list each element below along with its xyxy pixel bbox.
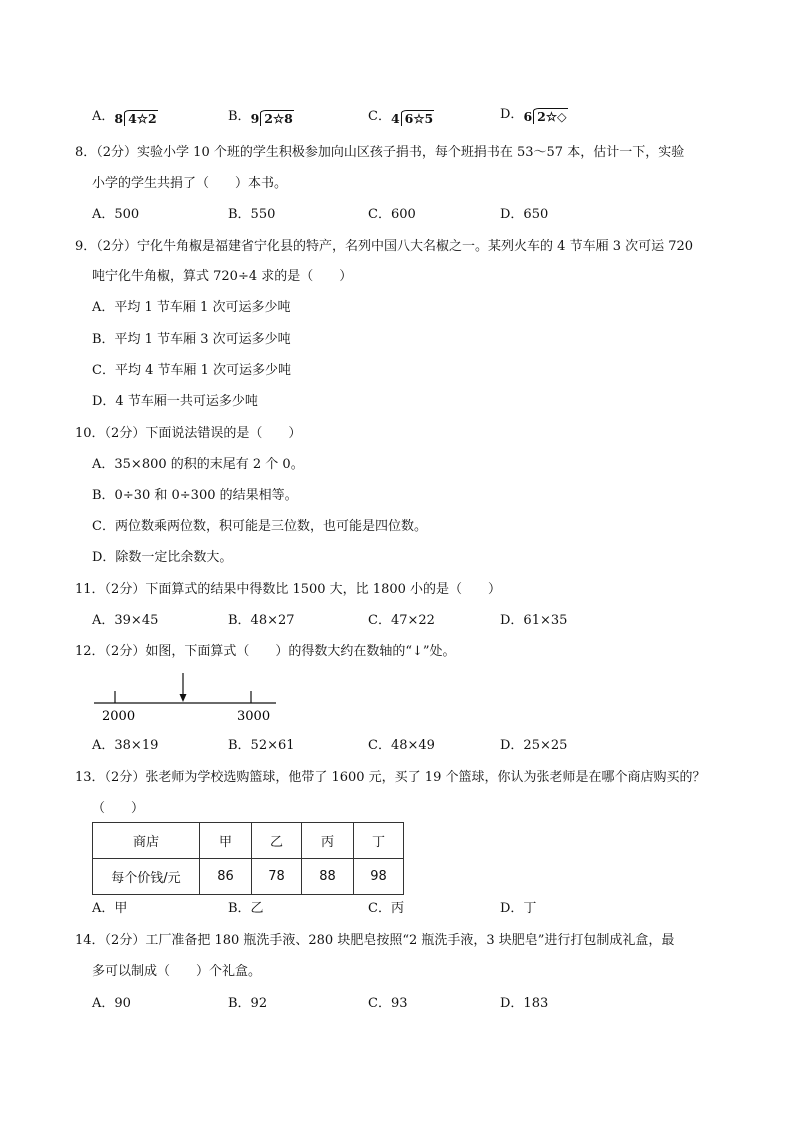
table-row [93,859,404,895]
q13-option-d[interactable]: D．丁 [500,901,537,916]
q14-option-a[interactable]: A．90 [92,996,131,1011]
q14-option-d[interactable]: D．183 [500,996,549,1011]
table-cell: 78 [252,859,302,895]
table-cell: 98 [354,859,404,895]
q8-option-a[interactable]: A．500 [92,207,140,222]
q13-stem-line2: （ ） [92,801,145,816]
table-cell: 每个价钱/元 [93,859,200,895]
q14-option-c[interactable]: C．93 [368,996,408,1011]
q12-option-b[interactable]: B．52×61 [228,738,295,753]
q7-option-b[interactable]: B．9 2☆8 [228,109,293,126]
q7-option-c[interactable]: C．4 6☆5 [368,109,434,126]
q10-option-a[interactable]: A．35×800 的积的末尾有 2 个 0。 [92,457,304,472]
q11-option-c[interactable]: C．47×22 [368,613,435,628]
division-expression: 9 2☆8 [250,111,293,126]
q9-stem-line2: 吨宁化牛角椒，算式 720÷4 求的是（ ） [92,269,353,284]
q11-option-d[interactable]: D．61×35 [500,613,568,628]
axis-label-2000: 2000 [102,709,136,724]
table-header-cell: 甲 [200,823,252,859]
q9-option-a[interactable]: A．平均 1 节车厢 1 次可运多少吨 [92,300,291,315]
q9-stem-line1: 9．（2分）宁化牛角椒是福建省宁化县的特产，名列中国八大名椒之一。某列火车的 4 节车厢 3 次可运 720 [75,239,694,254]
arrow-head-icon [180,694,187,702]
table-cell: 86 [200,859,252,895]
q7-option-a[interactable]: A．8 4☆2 [92,109,157,126]
q9-option-c[interactable]: C．平均 4 节车厢 1 次可运多少吨 [92,363,292,378]
q9-option-d[interactable]: D．4 节车厢一共可运多少吨 [92,394,258,409]
q8-stem-line1: 8．（2分）实验小学 10 个班的学生积极参加向山区孩子捐书，每个班捐书在 53～57 本，估计一下，实验 [75,145,685,160]
division-expression: 6 2☆◇ [523,109,567,124]
q11-option-a[interactable]: A．39×45 [92,613,159,628]
q11-option-b[interactable]: B．48×27 [228,613,295,628]
q14-stem-line2: 多可以制成（ ）个礼盒。 [92,964,262,979]
q13-option-b[interactable]: B．乙 [228,901,264,916]
q11-stem: 11．（2分）下面算式的结果中得数比 1500 大，比 1800 小的是（ ） [75,582,502,597]
q14-option-b[interactable]: B．92 [228,996,268,1011]
q10-option-b[interactable]: B．0÷30 和 0÷300 的结果相等。 [92,488,298,503]
table-cell: 88 [302,859,354,895]
q14-stem-line1: 14．（2分）工厂准备把 180 瓶洗手液、280 块肥皂按照“2 瓶洗手液，3 块肥皂”进行打包制成礼盒，最 [75,933,675,948]
q10-option-c[interactable]: C．两位数乘两位数，积可能是三位数，也可能是四位数。 [92,519,427,534]
q13-option-c[interactable]: C．丙 [368,901,404,916]
q8-stem-line2: 小学的学生共捐了（ ）本书。 [92,176,288,191]
q8-option-d[interactable]: D．650 [500,207,549,222]
q9-option-b[interactable]: B．平均 1 节车厢 3 次可运多少吨 [92,332,291,347]
q8-option-b[interactable]: B．550 [228,207,276,222]
price-table [92,822,404,895]
table-header-cell: 乙 [252,823,302,859]
table-header-cell: 商店 [93,823,200,859]
q12-stem: 12．（2分）如图，下面算式（ ）的得数大约在数轴的“↓”处。 [75,644,456,659]
q7-option-d[interactable]: D．6 2☆◇ [500,107,567,124]
table-header-cell: 丙 [302,823,354,859]
q13-option-a[interactable]: A．甲 [92,901,128,916]
q12-option-d[interactable]: D．25×25 [500,738,568,753]
table-header-cell: 丁 [354,823,404,859]
q13-stem-line1: 13．（2分）张老师为学校选购篮球，他带了 1600 元，买了 19 个篮球，你认为张老师是在哪个商店购买的？ [75,770,706,785]
division-expression: 4 6☆5 [390,111,434,126]
q8-option-c[interactable]: C．600 [368,207,416,222]
q10-option-d[interactable]: D．除数一定比余数大。 [92,550,233,565]
axis-label-3000: 3000 [237,709,271,724]
q12-option-a[interactable]: A．38×19 [92,738,159,753]
division-expression: 8 4☆2 [114,111,157,126]
number-line [92,668,292,726]
q10-stem: 10．（2分）下面说法错误的是（ ） [75,426,302,441]
q12-option-c[interactable]: C．48×49 [368,738,435,753]
table-header-row [93,823,404,859]
